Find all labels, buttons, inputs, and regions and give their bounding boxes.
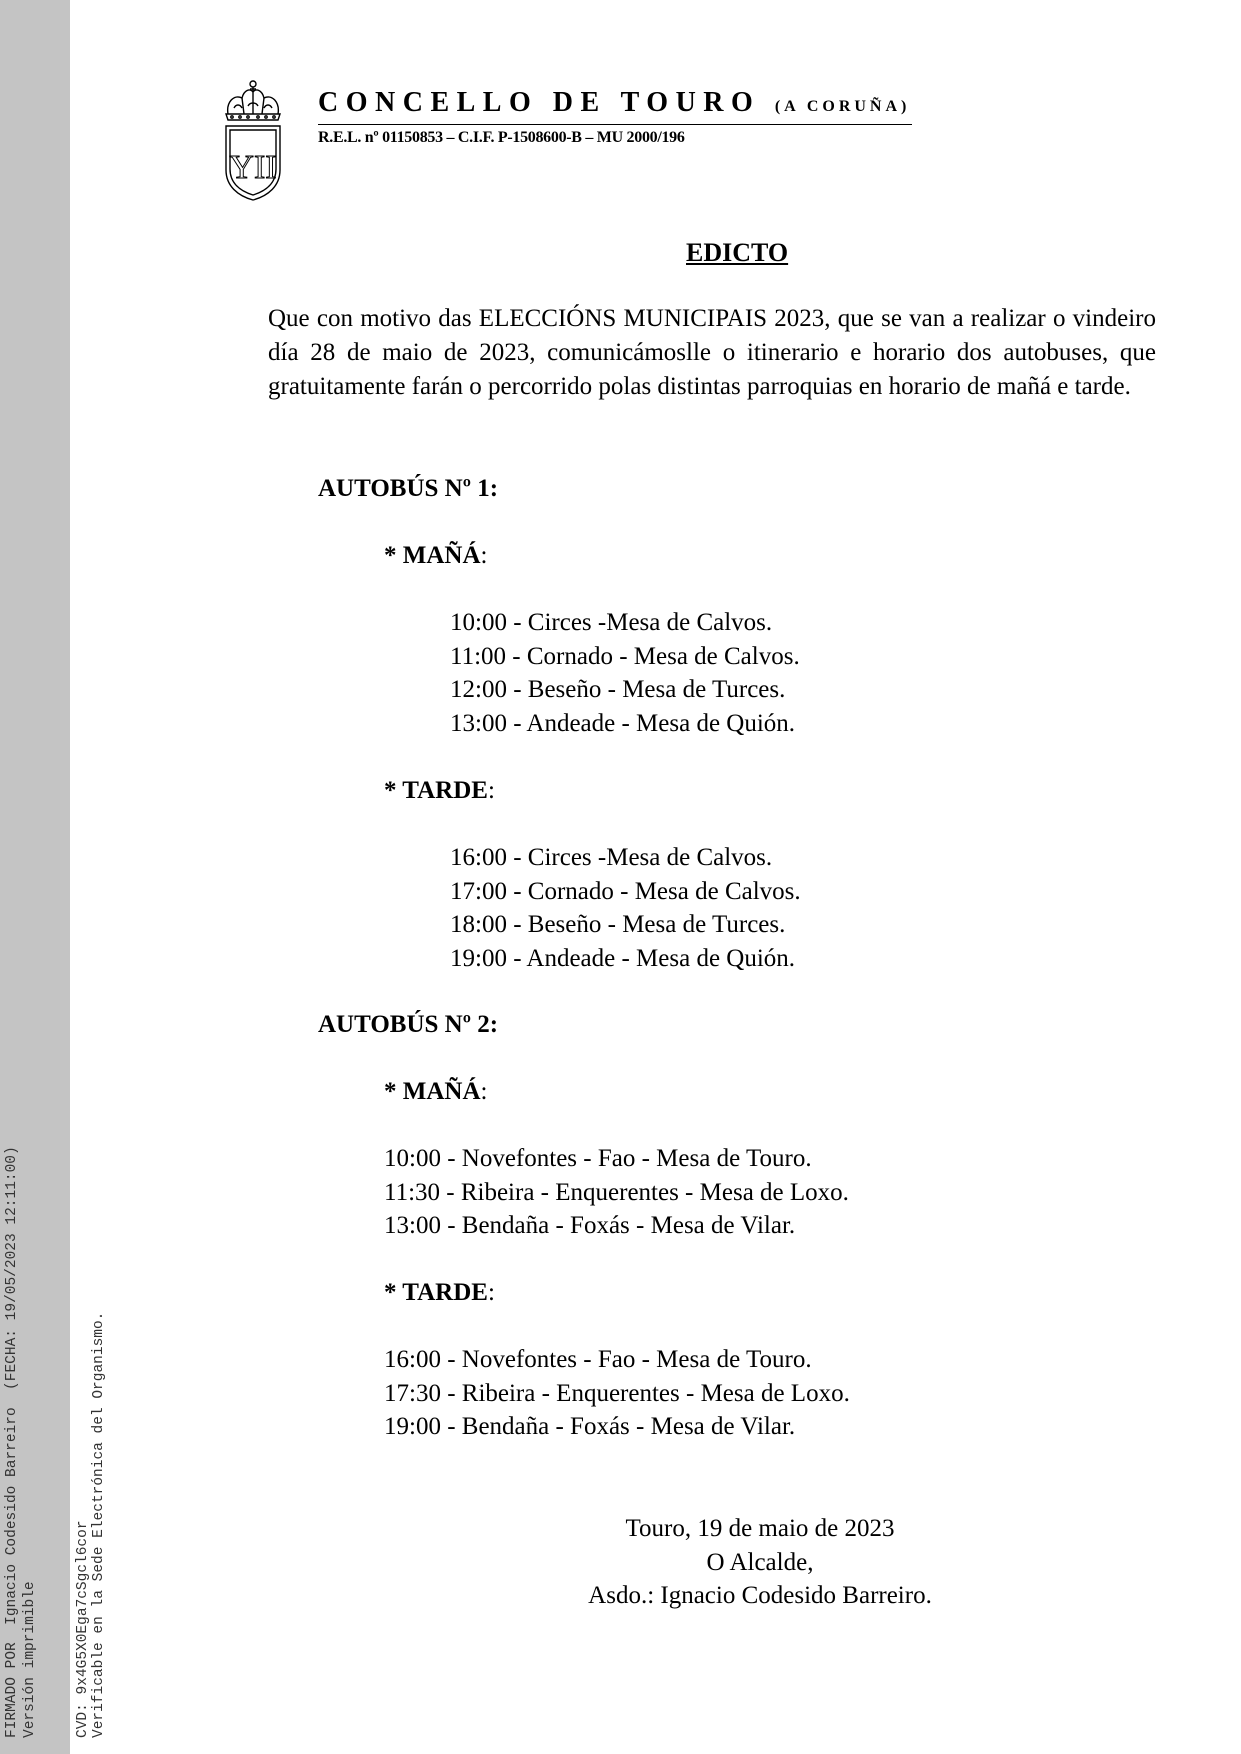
schedule-item: 13:00 - Bendaña - Foxás - Mesa de Vilar. bbox=[384, 1212, 796, 1239]
municipality-province: (A CORUÑA) bbox=[774, 98, 911, 115]
municipality-name: CONCELLO DE TOURO bbox=[318, 87, 761, 118]
municipality-title bbox=[318, 88, 912, 125]
schedule-item: 16:00 - Circes -Mesa de Calvos. bbox=[450, 844, 773, 871]
intro-paragraph: Que con motivo das ELECCIÓNS MUNICIPAIS 2023, que se van a realizar o vindeiro día 28 de maio de 2023, comunicámoslle o itinerario e horario dos autobuses, que gratuitamente farán o percorrido polas distintas parroquias en horario de mañá e tarde. bbox=[268, 305, 1156, 400]
schedule-item: 19:00 - Andeade - Mesa de Quión. bbox=[450, 945, 796, 972]
signer-role: O Alcalde, bbox=[706, 1548, 814, 1576]
cvd-code: CVD: 9x4G5X0Ega7cSgcl6cor bbox=[75, 1520, 91, 1738]
place-date: Touro, 19 de maio de 2023 bbox=[625, 1515, 895, 1542]
signature-line: FIRMADO POR Ignacio Codesido Barreiro (FECHA: 19/05/2023 12:11:00) bbox=[4, 1146, 20, 1738]
schedule-item: 17:00 - Cornado - Mesa de Calvos. bbox=[450, 878, 801, 905]
schedule-item: 17:30 - Ribeira - Enquerentes - Mesa de Loxo. bbox=[384, 1380, 850, 1407]
bus1-morning-heading: * MAÑÁ: bbox=[384, 542, 488, 569]
schedule-item: 16:00 - Novefontes - Fao - Mesa de Touro. bbox=[384, 1346, 812, 1373]
schedule-item: 13:00 - Andeade - Mesa de Quión. bbox=[450, 710, 796, 737]
schedule-item: 10:00 - Novefontes - Fao - Mesa de Touro. bbox=[384, 1145, 812, 1172]
bus2-morning-heading: * MAÑÁ: bbox=[384, 1078, 488, 1105]
bus1-afternoon-heading: * TARDE: bbox=[384, 777, 495, 804]
signature-sidebar bbox=[0, 0, 70, 1754]
schedule-item: 18:00 - Beseño - Mesa de Turces. bbox=[450, 911, 786, 938]
coat-of-arms-icon bbox=[222, 78, 284, 202]
verification-note: Verificable en la Sede Electrónica del Organismo. bbox=[91, 1311, 107, 1738]
bus2-title: AUTOBÚS Nº 2: bbox=[318, 1011, 499, 1038]
signer-name: Asdo.: Ignacio Codesido Barreiro. bbox=[588, 1582, 932, 1610]
schedule-item: 12:00 - Beseño - Mesa de Turces. bbox=[450, 676, 786, 703]
schedule-item: 19:00 - Bendaña - Foxás - Mesa de Vilar. bbox=[384, 1413, 796, 1440]
bus1-title: AUTOBÚS Nº 1: bbox=[318, 475, 499, 502]
schedule-item: 11:30 - Ribeira - Enquerentes - Mesa de Loxo. bbox=[384, 1179, 849, 1206]
document-heading: EDICTO bbox=[686, 238, 789, 267]
signature-block bbox=[560, 1512, 960, 1613]
bus2-afternoon-heading: * TARDE: bbox=[384, 1279, 495, 1306]
print-version-label: Versión imprimible bbox=[22, 1581, 38, 1738]
registry-line: R.E.L. nº 01150853 – C.I.F. P-1508600-B – MU 2000/196 bbox=[318, 129, 685, 146]
schedule-item: 11:00 - Cornado - Mesa de Calvos. bbox=[450, 643, 800, 670]
schedule-item: 10:00 - Circes -Mesa de Calvos. bbox=[450, 609, 773, 636]
logo-letters: YII bbox=[229, 149, 277, 186]
